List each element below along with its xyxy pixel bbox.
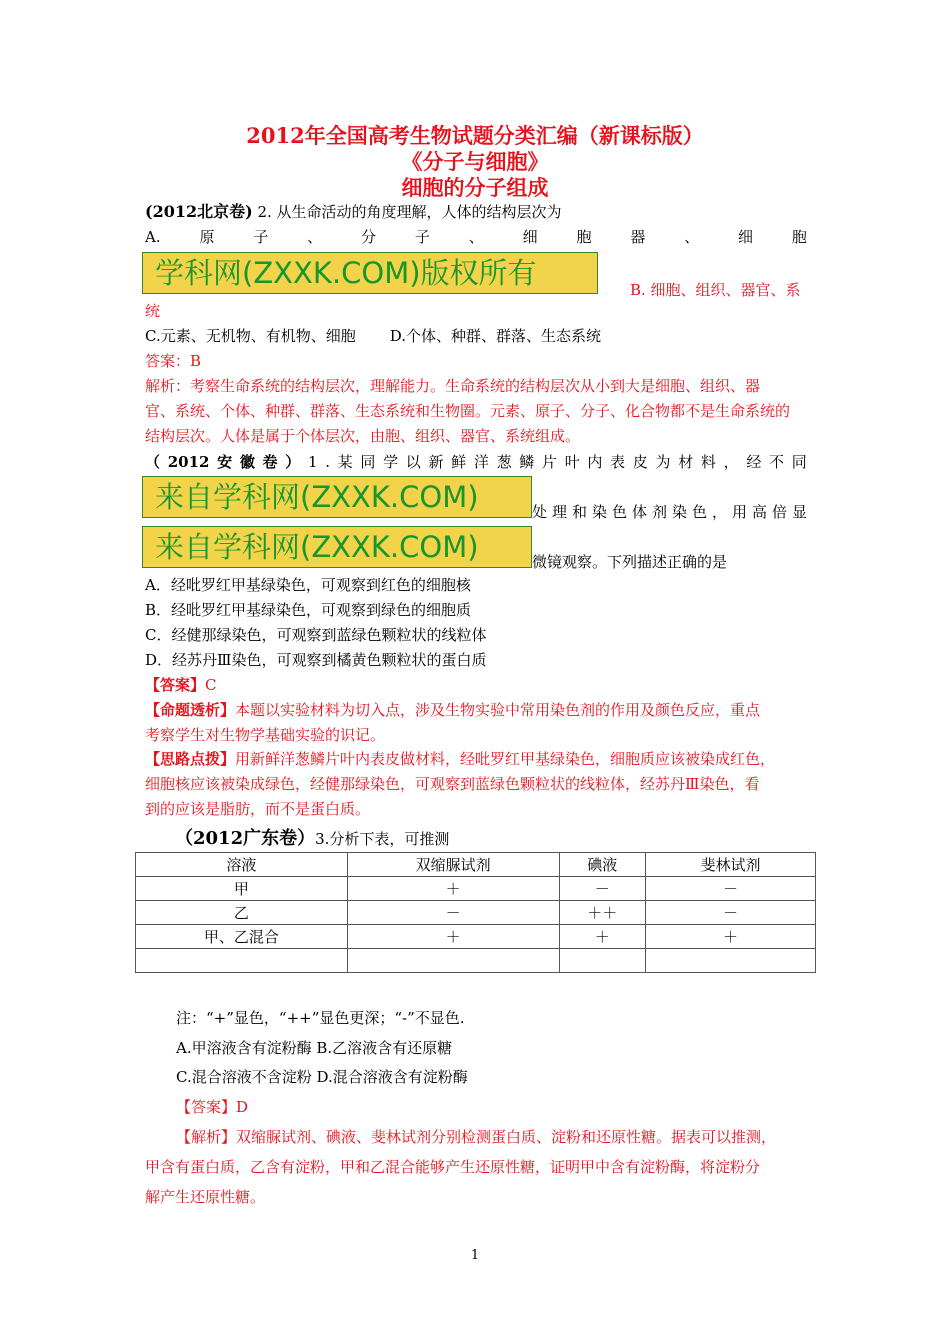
q3-stem-line	[175, 824, 449, 850]
q1-analysis-line-3: 结构层次。人体是属于个体层次，由胞、组织、器官、系统组成。	[145, 427, 581, 445]
q2-stem-line-2: 处理和染色体剂染色，用高倍显	[532, 503, 807, 521]
table-cell	[645, 949, 815, 973]
table-cell: 甲	[136, 877, 348, 901]
q1-options-cd	[145, 326, 601, 346]
table-cell: －	[645, 877, 815, 901]
q1-option-b-wrap: 统	[145, 302, 161, 320]
table-cell: －	[347, 901, 559, 925]
table-header-cell: 斐林试剂	[645, 853, 815, 877]
q1-analysis-line-2: 官、系统、个体、种群、群落、生态系统和生物圈。元素、原子、分子、化合物都不是生命系统的	[145, 402, 791, 420]
q2-option-b: B．经吡罗红甲基绿染色，可观察到绿色的细胞质	[145, 601, 472, 619]
q3-options-cd: C.混合溶液不含淀粉 D.混合溶液含有淀粉酶	[176, 1068, 468, 1086]
table-row	[136, 925, 816, 949]
table-row	[136, 949, 816, 973]
table-cell: －	[645, 901, 815, 925]
q2-analysis-1-line-1: 【命题透析】本题以实验材料为切入点，涉及生物实验中常用染色剂的作用及颜色反应，重点	[145, 701, 761, 719]
q2-source-line: （ 2012 安 徽 卷 ） 1 . 某 同 学 以 新 鲜 洋 葱 鳞 片 叶 内 表 皮 为 材 料 ， 经 不 同	[145, 453, 807, 471]
table-cell: 乙	[136, 901, 348, 925]
table-cell: ＋	[645, 925, 815, 949]
watermark-banner: 来自学科网(ZXXK.COM)	[142, 526, 532, 568]
q2-option-c: C．经健那绿染色，可观察到蓝绿色颗粒状的线粒体	[145, 626, 487, 644]
table-cell: 甲、乙混合	[136, 925, 348, 949]
q2-option-d: D．经苏丹Ⅲ染色，可观察到橘黄色颗粒状的蛋白质	[145, 651, 487, 669]
q1-source: (2012北京卷)	[145, 202, 253, 221]
q2-analysis-1-line-2: 考察学生对生物学基础实验的识记。	[145, 726, 386, 744]
table-cell: －	[559, 877, 645, 901]
q1-option-a: A. 原 子 、 分 子 、 细 胞 器 、 细 胞	[145, 228, 807, 246]
q1-option-b: B. 细胞、组织、器官、系	[630, 281, 801, 299]
q3-analysis-line-3: 解产生还原性糖。	[145, 1188, 266, 1206]
q3-analysis-line-2: 甲含有蛋白质，乙含有淀粉，甲和乙混合能够产生还原性糖，证明甲中含有淀粉酶，将淀粉分	[145, 1158, 761, 1176]
table-header-cell: 碘液	[559, 853, 645, 877]
table-cell: ＋＋	[559, 901, 645, 925]
q1-option-d: D.个体、种群、群落、生态系统	[389, 327, 601, 345]
q3-note: 注：“+”显色，“++”显色更深；“-”不显色.	[176, 1009, 465, 1027]
table-header-row	[136, 853, 816, 877]
table-cell	[136, 949, 348, 973]
q3-options-ab: A.甲溶液含有淀粉酶 B.乙溶液含有还原糖	[176, 1039, 453, 1057]
table-cell: ＋	[347, 925, 559, 949]
q1-answer: 答案：B	[145, 352, 202, 370]
table-header-cell: 溶液	[136, 853, 348, 877]
table-cell	[347, 949, 559, 973]
table-header-cell: 双缩脲试剂	[347, 853, 559, 877]
table-row	[136, 877, 816, 901]
table-cell	[559, 949, 645, 973]
q3-stem: 3.分析下表，可推测	[315, 830, 450, 848]
q1-stem: 2. 从生命活动的角度理解，人体的结构层次为	[257, 203, 562, 221]
q2-stem-line-3: 微镜观察。下列描述正确的是	[532, 553, 728, 571]
q2-analysis-2-line-2: 细胞核应该被染成绿色，经健那绿染色，可观察到蓝绿色颗粒状的线粒体，经苏丹Ⅲ染色，看	[145, 775, 760, 793]
page-number: 1	[470, 1248, 480, 1263]
table-row	[136, 901, 816, 925]
q3-answer: 【答案】D	[176, 1098, 249, 1116]
q2-analysis-2-line-1: 【思路点拨】用新鲜洋葱鳞片叶内表皮做材料，经吡罗红甲基绿染色，细胞质应该被染成红色，	[145, 750, 776, 768]
table-cell: ＋	[347, 877, 559, 901]
section-title: 细胞的分子组成	[401, 175, 549, 200]
q3-source: （2012广东卷）	[175, 828, 316, 849]
results-table	[135, 852, 816, 973]
q1-stem-line	[145, 202, 562, 222]
q2-answer: 【答案】C	[145, 676, 217, 694]
watermark-banner: 学科网(ZXXK.COM)版权所有	[142, 252, 598, 294]
doc-subtitle: 《分子与细胞》	[401, 149, 549, 174]
q2-option-a: A．经吡罗红甲基绿染色，可观察到红色的细胞核	[145, 576, 471, 594]
q1-analysis-line-1: 解析：考察生命系统的结构层次，理解能力。生命系统的结构层次从小到大是细胞、组织、器	[145, 377, 761, 395]
q3-analysis-line-1: 【解析】双缩脲试剂、碘液、斐林试剂分别检测蛋白质、淀粉和还原性糖。据表可以推测，	[176, 1128, 777, 1146]
watermark-banner: 来自学科网(ZXXK.COM)	[142, 476, 532, 518]
table-cell: ＋	[559, 925, 645, 949]
doc-title: 2012年全国高考生物试题分类汇编（新课标版）	[246, 123, 704, 148]
q1-option-c: C.元素、无机物、有机物、细胞	[145, 327, 356, 345]
q2-analysis-2-line-3: 到的应该是脂肪，而不是蛋白质。	[145, 800, 371, 818]
